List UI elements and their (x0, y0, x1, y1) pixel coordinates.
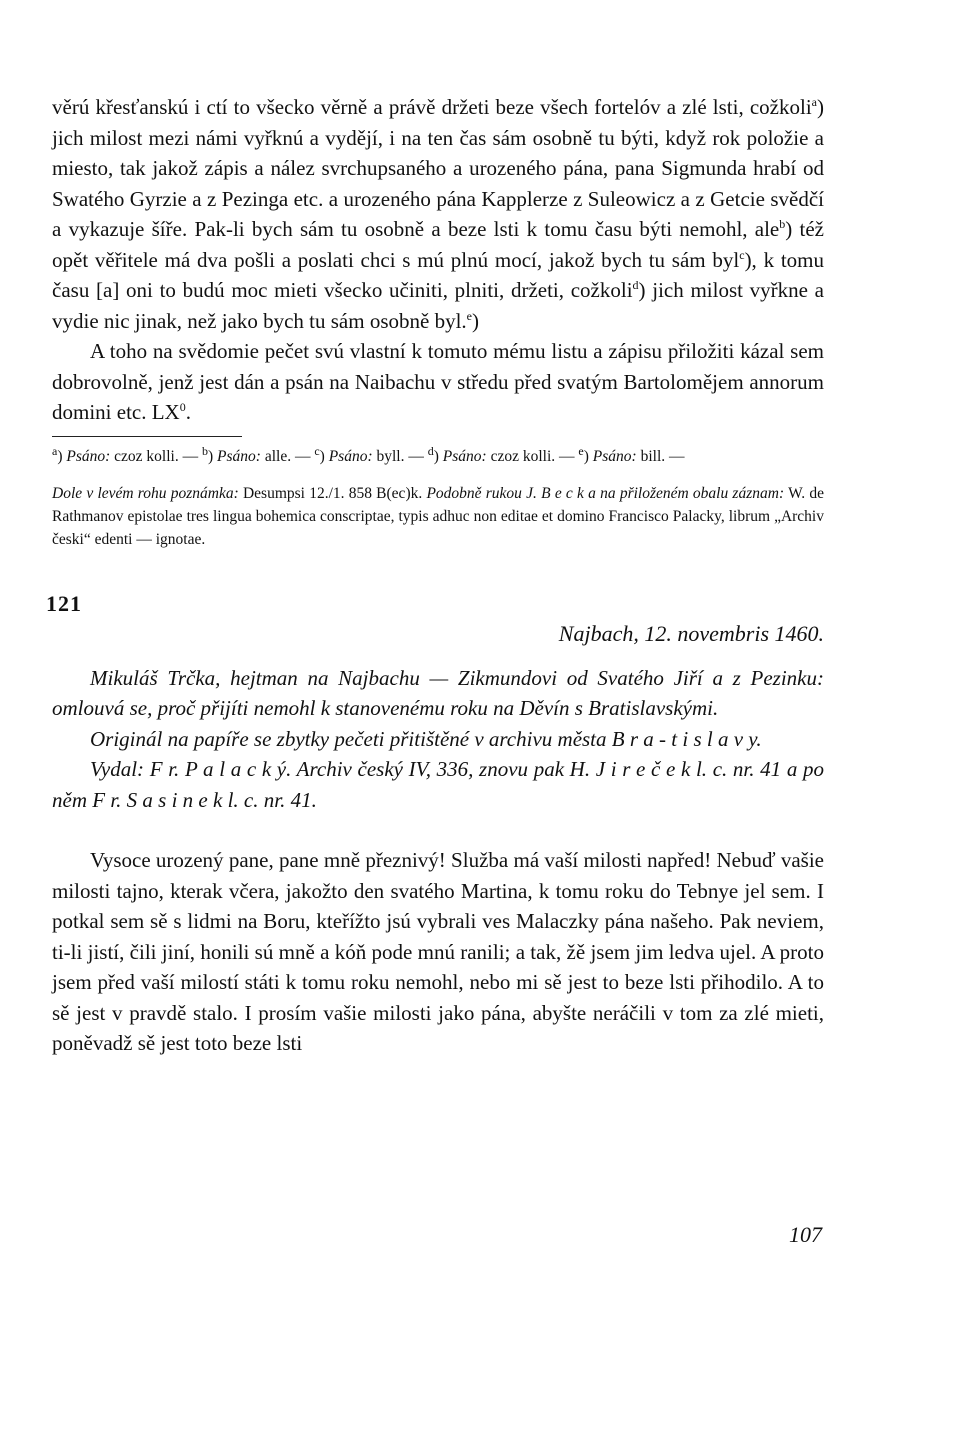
text-run: ) jich milost vyřkne a vydie nic jinak, než jako bych tu sám osobně byl. (52, 278, 824, 333)
letter-paragraph: Vysoce urozený pane, pane mně přeznivý! Služba má vaší milosti napřed! Nebuď vašie milosti tajno, kterak včera, jakožto den svatého Martina, k tomu roku do Tebnye jel sem. I potkal sem sě s lidmi na Boru, kteřížto jsú vybrali ves Malaczky pána našeho. Pak neviem, ti-li jistí, čili jiní, honili sú mně a kóň pode mnú ranili; a tak, žě jsem jim ledva ujel. A proto jsem před vaší milostí státi k tomu roku nemohl, nebo mi sě jest to beze lsti přihodilo. A to sě jest v pravdě stalo. I prosím vašie milosti jako pána, abyšte neráčili v tom za zlé mieti, poněvadž sě jest toto beze lsti (52, 848, 824, 1055)
footnote-label: Psáno: (66, 447, 111, 465)
note-label: na přiloženém obalu záznam: (600, 484, 785, 502)
footnote-mark: a (52, 443, 58, 458)
text-run: ) jich milost mezi námi vyřknú a vydějí, i na ten čas sám osobně tu býti, když rok položie a miesto, tak jakož zápis a nález svrchupsaného a urozeného pána, pana Sigmunda hrabí od Swatého Gyrzie a z Pezinga etc. a urozeného pána Kapplerze z Suleowicz a z Getcie svědčí a vykazuje šíře. Pak-li bych sám tu osobně a beze lsti k tomu času býti nemohl, ale (52, 95, 824, 241)
place-name: B r a - t i s l a v y. (611, 726, 762, 751)
footnote-text: czoz kolli. — (114, 447, 199, 465)
footnote-label: Psáno: (592, 447, 637, 465)
paragraph-seal (52, 336, 824, 428)
document-date: Najbach, 12. novembris 1460. (558, 620, 824, 646)
document-number: 121 (46, 590, 82, 616)
text-run: l. c. nr. 41 a po něm (52, 757, 824, 812)
text-run: Originál na papíře se zbytky pečeti přitištěné v archivu města (90, 726, 607, 751)
regest-original (52, 724, 824, 755)
note-text: Desumpsi 12./1. 858 B(ec)k. (242, 484, 423, 502)
superscript: 0 (179, 400, 186, 414)
paragraph-continuation (52, 92, 824, 336)
note-label: Dole v levém rohu poznámka: (52, 484, 239, 502)
footnote-mark: a (811, 95, 817, 109)
footnote-label: Psáno: (328, 447, 373, 465)
footnote-mark: d (427, 443, 434, 458)
footnotes: $^a$) Psáno: czoz kolli. — $^b$) Psáno: alle. — $^c$) Psáno: byll. — $^d$) Psáno: czoz kolli. — $^e$) Psáno: bill. — (52, 443, 685, 465)
footnote-text: alle. — (264, 447, 311, 465)
text-run: ), k tomu času [a] oni to budú moc mieti všecko učiniti, plniti, držeti, cožkoli (52, 247, 824, 302)
footnote-mark: e (578, 443, 584, 458)
footnote-text: byll. — (376, 447, 424, 465)
text-run: l. c. nr. 41. (227, 787, 317, 812)
footnote-mark: b (201, 443, 208, 458)
regest (52, 663, 824, 816)
text-run: věrú křesťanskú i ctí to všecko věrně a právě držeti beze všech fortelóv a zlé lsti, cožkoli (52, 95, 812, 119)
text-run: Vydal: (90, 757, 145, 781)
text-run: . (185, 400, 191, 424)
editorial-note (52, 482, 824, 551)
footnote-mark: c (314, 443, 320, 458)
regest-summary: Mikuláš Trčka, hejtman na Najbachu — Zikmundovi od Svatého Jiří a z Pezinku: omlouvá se, proč přijíti nemohl k stanovenému roku na Děvín s Bratislavskými. (52, 665, 824, 720)
footnote-label: Psáno: (442, 447, 487, 465)
note-name: J. B e c k a (526, 484, 596, 502)
editor-name: F r. P a l a c k ý. (149, 757, 292, 781)
footnote-text: bill. — (640, 447, 685, 465)
footnote-rule (52, 436, 242, 437)
footnote-mark: c (739, 247, 745, 262)
text-run: A toho na svědomie pečet svú vlastní k tomuto mému listu a zápisu přiložiti kázal sem dobrovolně, jenž jest dán a psán na Naibachu v středu před svatým Bartolomějem annorum domini etc. LX (52, 339, 824, 424)
page-body (46, 92, 824, 1059)
footnote-text: czoz kolli. — (490, 447, 575, 465)
page-number: 107 (789, 1222, 822, 1247)
footnote-mark: d (632, 278, 639, 292)
note-text: W. de Rathmanov epistolae tres lingua bohemica conscriptae, typis adhuc non editae et domino Francisco Palacky, librum „Archiv česki“ edenti — ignotae. (52, 484, 824, 548)
text-run: ) (472, 308, 479, 333)
text-run: Archiv český IV, 336, znovu pak H. (296, 757, 591, 781)
regest-edition (52, 754, 824, 815)
footnote-label: Psáno: (217, 447, 261, 465)
editor-name: J i r e č e k (595, 757, 691, 781)
text-run: ) též opět věřitele má dva pošli a poslati chci s mú plnú mocí, jakož bych tu sám byl (52, 217, 824, 272)
note-label: Podobně rukou (426, 484, 522, 502)
footnote-mark: e (466, 308, 472, 323)
editor-name: F r. S a s i n e k (92, 787, 223, 812)
letter-text (52, 845, 824, 1059)
footnote-mark: b (779, 217, 786, 231)
